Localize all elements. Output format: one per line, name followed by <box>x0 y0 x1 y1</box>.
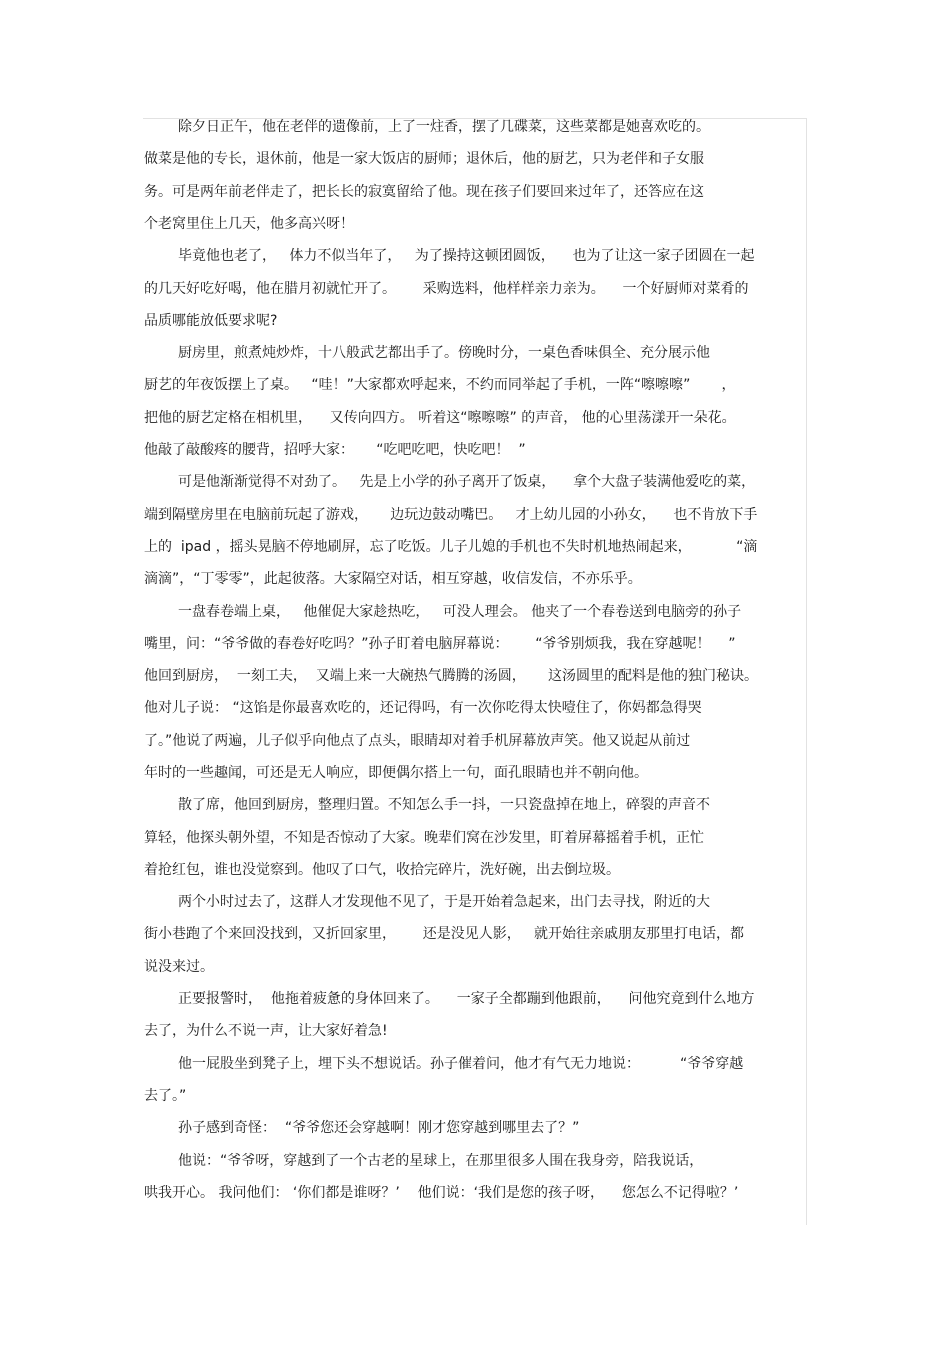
text-line: 上的 ipad ，摇头晃脑不停地刷屏，忘了吃饭。儿子儿媳的手机也不失时机地热闹起来， “滴 <box>144 539 758 555</box>
text-line: 可是他渐渐觉得不对劲了。 先是上小学的孙子离开了饭桌， 拿个大盘子装满他爱吃的菜， <box>178 474 756 490</box>
text-line: 正要报警时， 他拖着疲惫的身体回来了。 一家子全都蹦到他跟前， 问他究竟到什么地方 <box>178 991 755 1007</box>
text-line: 毕竟他也老了， 体力不似当年了， 为了操持这顿团圆饭， 也为了让这一家子团圆在一起 <box>178 248 755 264</box>
text-line: 品质哪能放低要求呢? <box>144 313 278 329</box>
text-line: 他对儿子说： “这馅是你最喜欢吃的，还记得吗，有一次你吃得太快噎住了，你妈都急得哭 <box>144 700 702 716</box>
text-line: 他说：“爷爷呀，穿越到了一个古老的星球上，在那里很多人围在我身旁，陪我说话， <box>178 1153 704 1169</box>
text-line: 务。可是两年前老伴走了，把长长的寂寞留给了他。现在孩子们要回来过年了，还答应在这 <box>144 184 704 200</box>
text-line: 端到隔壁房里在电脑前玩起了游戏， 边玩边鼓动嘴巴。 才上幼儿园的小孙女， 也不肯放下手 <box>144 507 758 523</box>
text-line: 厨艺的年夜饭摆上了桌。 “哇！”大家都欢呼起来，不约而同举起了手机，一阵“嚓嚓嚓” ， <box>144 377 736 393</box>
text-line: 他回到厨房， 一刻工夫， 又端上来一大碗热气腾腾的汤圆， 这汤圆里的配料是他的独门秘诀。 <box>144 668 759 684</box>
text-line: 两个小时过去了，这群人才发现他不见了，于是开始着急起来，出门去寻找，附近的大 <box>178 894 710 910</box>
text-line: 做菜是他的专长，退休前，他是一家大饭店的厨师；退休后，他的厨艺，只为老伴和子女服 <box>144 151 704 167</box>
text-line: 了。”他说了两遍，儿子似乎向他点了点头，眼睛却对着手机屏幕放声笑。他又说起从前过 <box>144 733 691 749</box>
text-line: 厨房里，煎煮炖炒炸，十八般武艺都出手了。傍晚时分，一桌色香味俱全、充分展示他 <box>178 345 710 361</box>
text-line: 说没来过。 <box>144 959 214 975</box>
text-line: 一盘春卷端上桌， 他催促大家趁热吃， 可没人理会。 他夹了一个春卷送到电脑旁的孙子 <box>178 604 742 620</box>
text-line: 个老窝里住上几天，他多高兴呀！ <box>144 216 354 232</box>
text-line: 去了。” <box>144 1088 187 1104</box>
text-line: 滴滴”，“丁零零”，此起彼落。大家隔空对话，相互穿越，收信发信，不亦乐乎。 <box>144 571 642 587</box>
text-line: 着抢红包，谁也没觉察到。他叹了口气，收拾完碎片，洗好碗，出去倒垃圾。 <box>144 862 620 878</box>
text-line: 年时的一些趣闻，可还是无人响应，即便偶尔搭上一句，面孔眼睛也并不朝向他。 <box>144 765 648 781</box>
text-line: 去了，为什么不说一声，让大家好着急! <box>144 1023 388 1039</box>
text-line: 哄我开心。 我问他们： ‘你们都是谁呀？’ 他们说：‘我们是您的孩子呀， 您怎么不记得啦？’ <box>144 1185 739 1201</box>
text-line: 的几天好吃好喝，他在腊月初就忙开了。 采购选料，他样样亲力亲为。 一个好厨师对菜肴的 <box>144 281 749 297</box>
text-line: 散了席，他回到厨房，整理归置。不知怎么手一抖，一只瓷盘掉在地上，碎裂的声音不 <box>178 797 710 813</box>
text-line: 把他的厨艺定格在相机里， 又传向四方。 听着这“嚓嚓嚓” 的声音， 他的心里荡漾开一朵花。 <box>144 410 736 426</box>
text-line: 算轻，他探头朝外望，不知是否惊动了大家。晚辈们窝在沙发里，盯着屏幕摇着手机，正忙 <box>144 830 704 846</box>
text-line: 他一屁股坐到凳子上，埋下头不想说话。孙子催着问，他才有气无力地说： “爷爷穿越 <box>178 1056 744 1072</box>
text-line: 他敲了敲酸疼的腰背，招呼大家： “吃吧吃吧，快吃吧！ ” <box>144 442 526 458</box>
text-line: 街小巷跑了个来回没找到，又折回家里， 还是没见人影， 就开始往亲戚朋友那里打电话，都 <box>144 926 745 942</box>
text-line: 孙子感到奇怪： “爷爷您还会穿越啊！刚才您穿越到哪里去了？” <box>178 1120 580 1136</box>
text-line: 嘴里，问：“爷爷做的春卷好吃吗？”孙子盯着电脑屏幕说： “爷爷别烦我，我在穿越呢！ ” <box>144 636 736 652</box>
text-line: 除夕日正午，他在老伴的遗像前，上了一炷香，摆了几碟菜，这些菜都是她喜欢吃的。 <box>178 119 710 135</box>
